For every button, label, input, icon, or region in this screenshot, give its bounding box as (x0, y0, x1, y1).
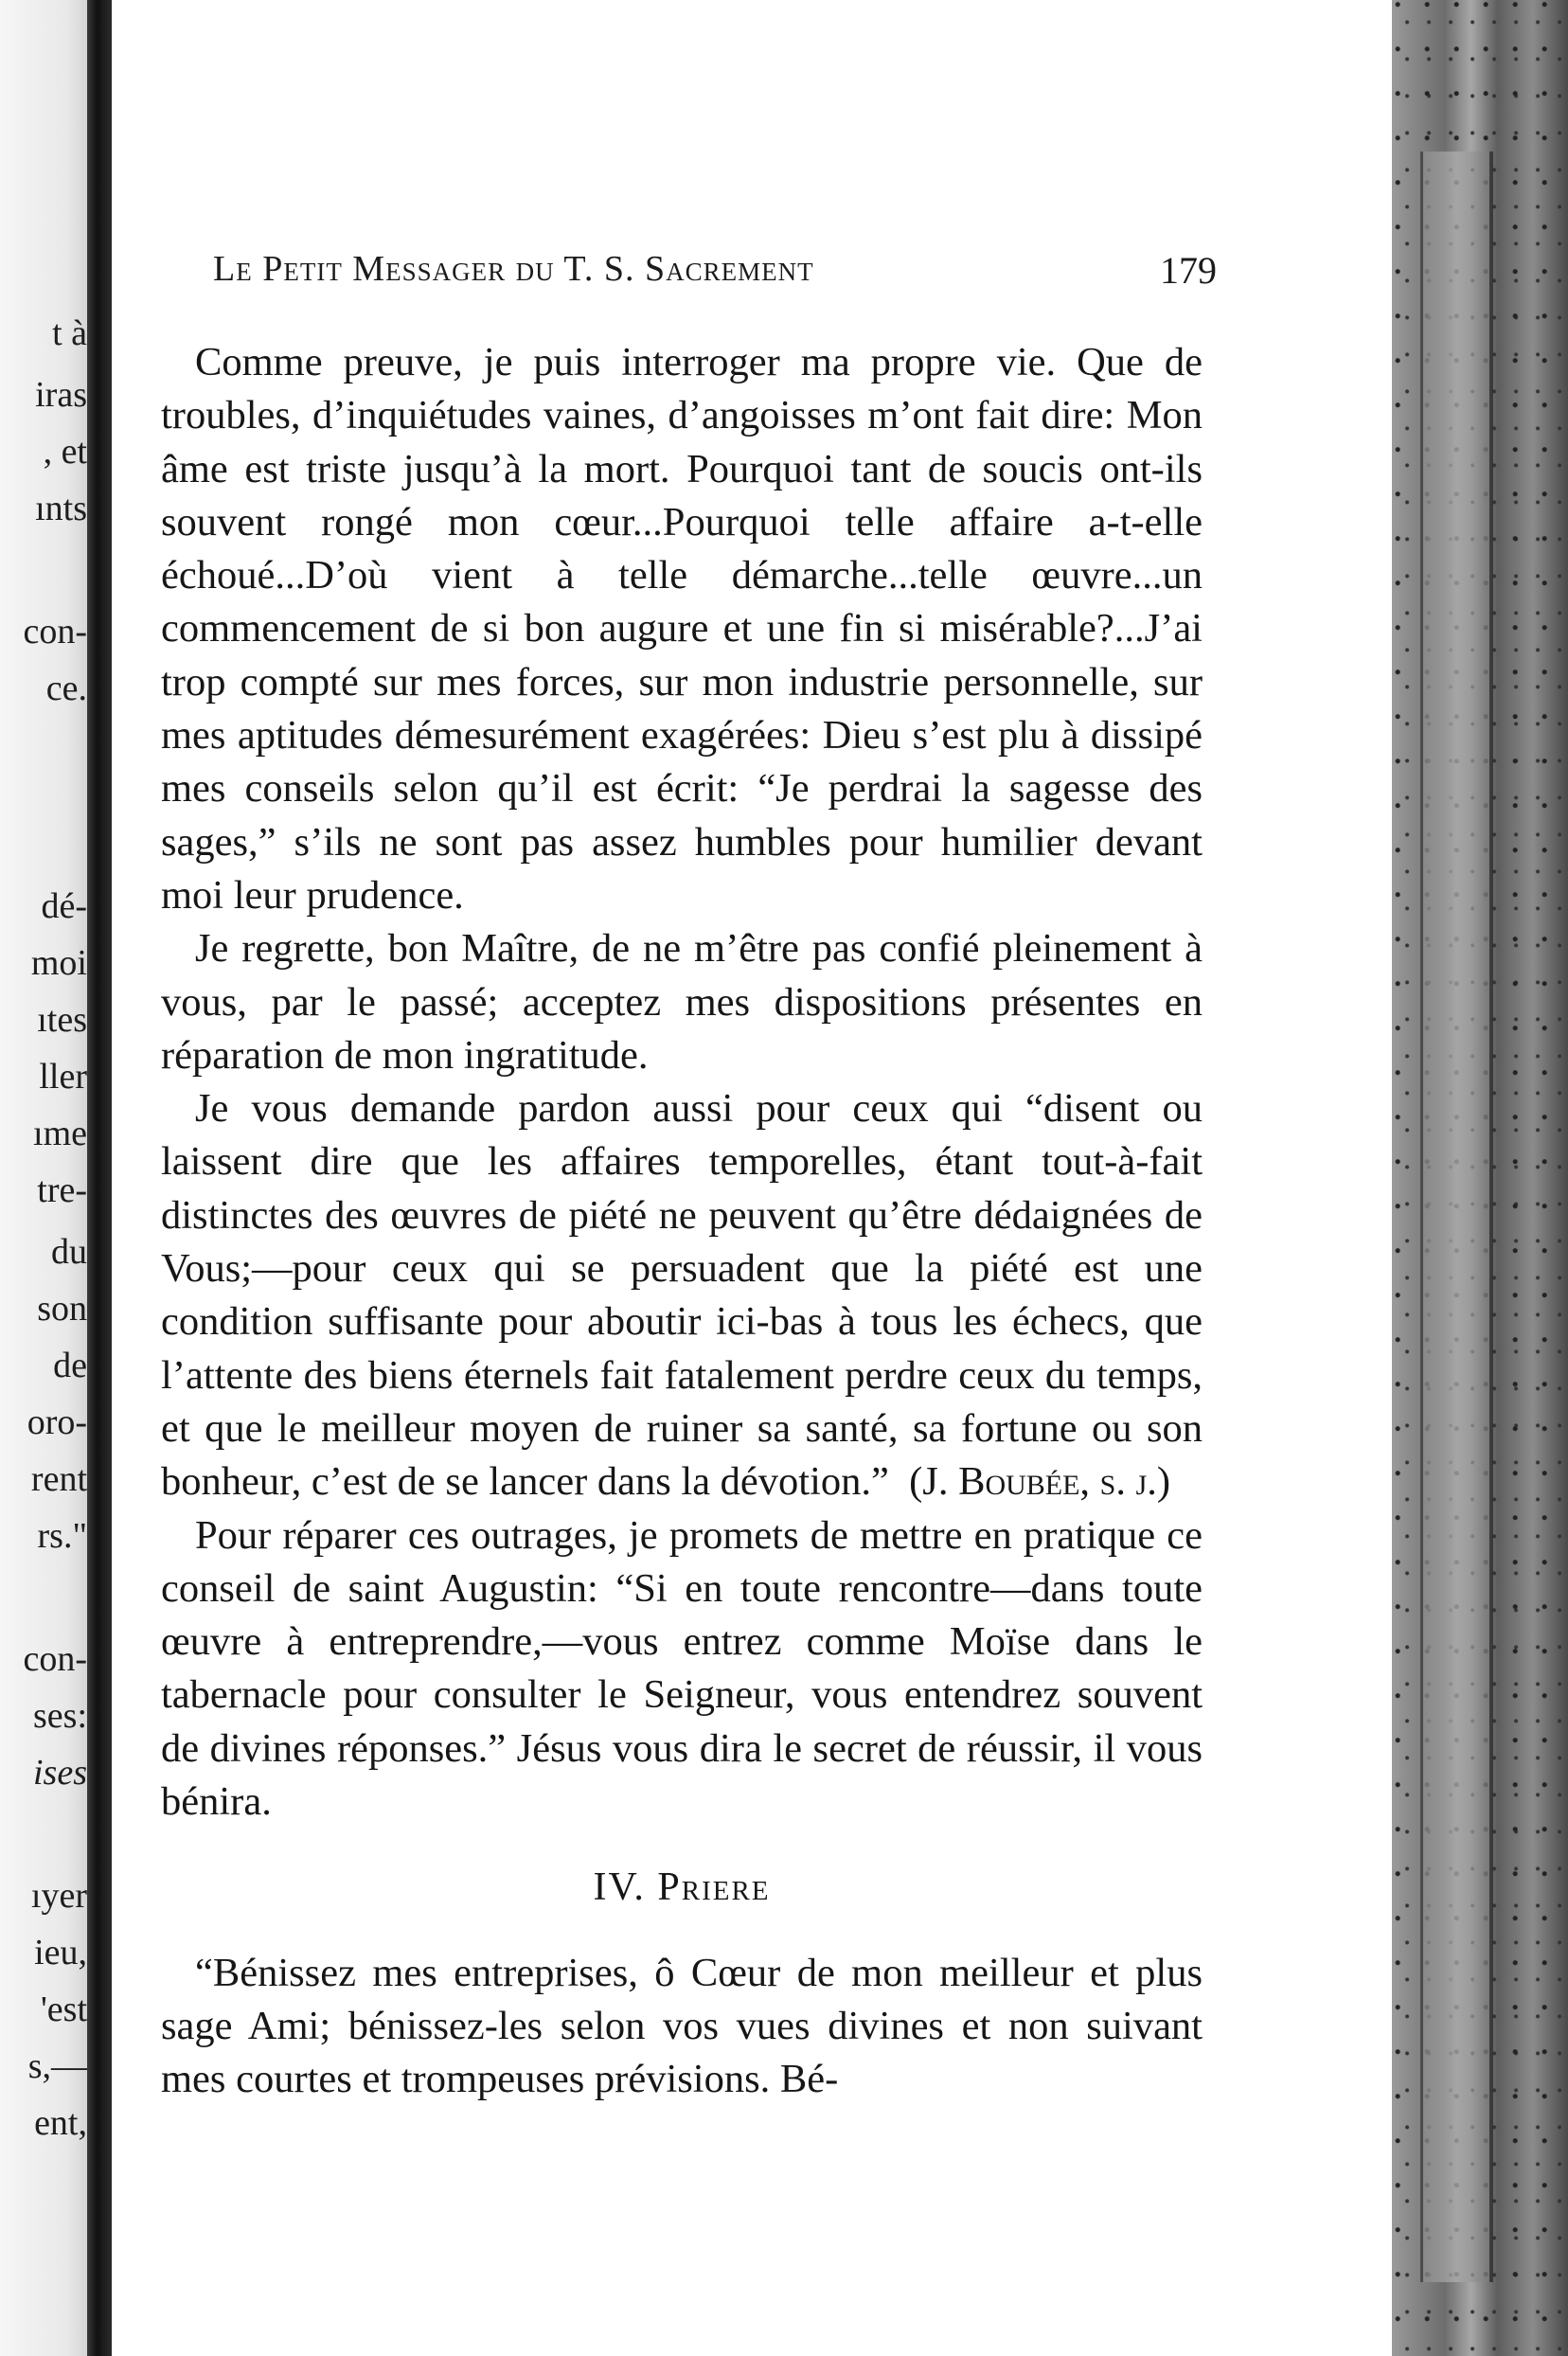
left-page-fragment-line: ieu, (34, 1933, 87, 1972)
left-page-fragment-line: ent, (34, 2103, 87, 2143)
left-page-fragment-line: tre- (37, 1170, 87, 1210)
paragraph-3-text: Je vous demande pardon aussi pour ceux qui “disent ou laissent dire que les affaires temporelles, étant tout-à-fait distinctes des œuvres de piété ne peuvent qu’être dédaignées de Vous;—pour ceux qui se persuadent que la piété est une condition suffisante pour aboutir ici-bas à tous les échecs, que l’attente des biens éternels fait fatalement perdre ceux du temps, et que le meilleur moyen de ruiner sa santé, sa fortune ou son bonheur, c’est de se lancer dans la dévotion.” (161, 1086, 1203, 1505)
book-gutter (87, 0, 112, 2356)
left-page-fragment-line: son (37, 1289, 87, 1329)
left-page-fragment-line: t à (52, 313, 87, 353)
left-page-fragment-line: ses: (33, 1696, 87, 1736)
left-page-fragment-line: ıyer (30, 1876, 87, 1916)
left-page-fragment-line: iras (35, 375, 87, 415)
page-edge-inner (1420, 152, 1493, 2282)
left-page-fragment-line: rs." (37, 1516, 87, 1556)
left-page-fragment-line: ce. (45, 669, 87, 708)
left-page-fragment-line: s,— (27, 2046, 87, 2086)
left-page-fragment-line: oro- (27, 1402, 87, 1442)
left-page-fragment-line: ller (39, 1057, 87, 1097)
left-page-fragment-line: ıme (33, 1114, 87, 1153)
left-page-fragment-line: , et (43, 432, 87, 472)
section-heading: IV. Priere (593, 1865, 771, 1910)
left-page-fragment (0, 0, 95, 2356)
left-page-fragment-line: dé- (41, 886, 87, 926)
page-number: 179 (1160, 249, 1217, 292)
left-page-fragment-line: con- (23, 612, 87, 651)
left-page-fragment-line: ıtes (37, 1000, 87, 1040)
left-page-fragment-line: ınts (35, 489, 87, 528)
left-page-fragment-line: de (53, 1346, 87, 1385)
running-head (213, 248, 1217, 305)
paragraph-1: Comme preuve, je puis interroger ma propre vie. Que de troubles, d’inquiétudes vaines, d’angoisses m’ont fait dire: Mon âme est triste jusqu’à la mort. Pourquoi tant de soucis ont-ils souvent rongé mon cœur...Pourquoi telle affaire a-t-elle échoué...D’où vient à telle démarche...telle œuvre...un commencement de si bon augure et une fin si misérable?...J’ai trop compté sur mes forces, sur mon industrie personnelle, sur mes aptitudes démesurément exagérées: Dieu s’est plu à dissipé mes conseils selon qu’il est écrit: “Je perdrai la sagesse des sages,” s’ils ne sont pas assez humbles pour humilier devant moi leur prudence. (161, 340, 1203, 918)
left-page-fragment-line: rent (30, 1459, 87, 1499)
paragraph-3 (161, 1082, 1203, 1508)
body-text (161, 336, 1203, 2107)
left-page-fragment-line: moi (30, 943, 87, 983)
left-page-fragment-line: ises (33, 1753, 87, 1793)
left-page-fragment-line: con- (23, 1639, 87, 1679)
paragraph-2: Je regrette, bon Maître, de ne m’être pas confié pleinement à vous, par le passé; acceptez mes dispositions présentes en réparation de mon ingratitude. (161, 926, 1203, 1078)
prayer-paragraph: “Bénissez mes entreprises, ô Cœur de mon meilleur et plus sage Ami; bénissez-les selon vos vues divines et non suivant mes courtes et trompeuses prévisions. Bé- (161, 1950, 1203, 2102)
running-title: Le Petit Messager du T. S. Sacrement (213, 249, 814, 289)
left-page-fragment-line: du (51, 1232, 87, 1272)
left-page-fragment-line: 'est (40, 1990, 87, 2029)
citation: (J. Boubée, s. j.) (909, 1459, 1171, 1505)
paragraph-4: Pour réparer ces outrages, je promets de mettre en pratique ce conseil de saint Augustin: “Si en toute rencontre—dans toute œuvre à entreprendre,—vous entrez comme Moïse dans le tabernacle pour consulter le Seigneur, vous entendrez souvent de divines réponses.” Jésus vous dira le secret de réussir, il vous bénira. (161, 1512, 1203, 1825)
